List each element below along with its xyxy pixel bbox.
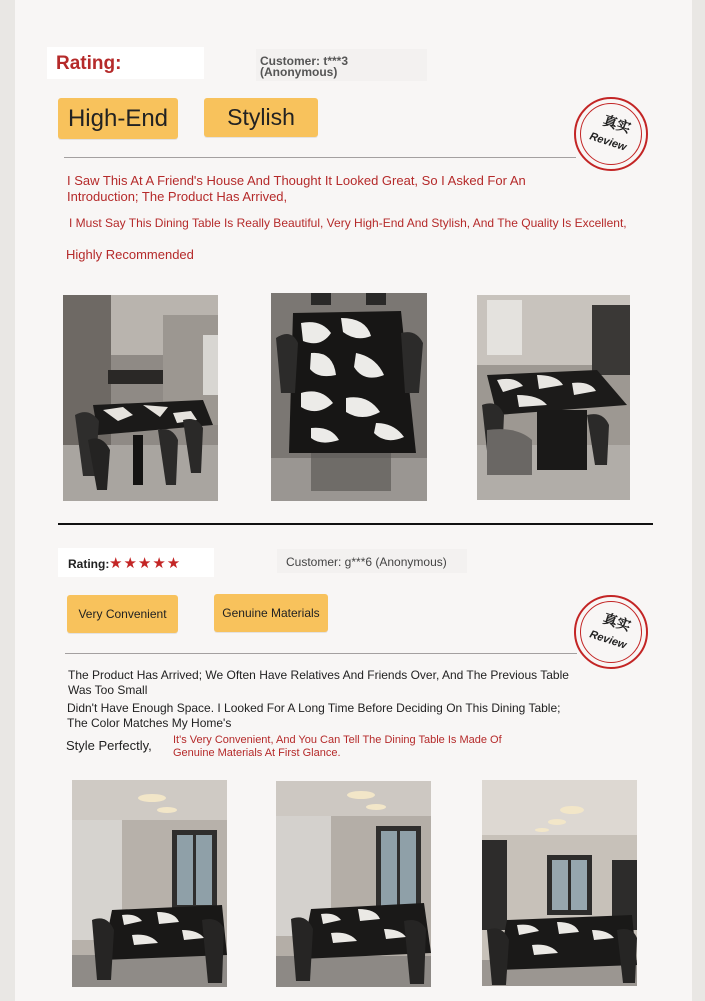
section-divider [58, 523, 653, 525]
review-photo-4[interactable] [72, 780, 227, 987]
rating-stars: ★★★★★ [109, 555, 182, 572]
customer-name: Customer: g***6 (Anonymous) [286, 555, 447, 569]
stamp-cn-text: 真实 [600, 611, 633, 635]
rating-box [58, 548, 214, 577]
review-text-2: Didn't Have Enough Space. I Looked For A Long Time Before Deciding On This Dining Table; The Color Matches My Home's [67, 701, 561, 730]
rating-label: Rating: [68, 557, 110, 571]
tag-genuine-materials: Genuine Materials [214, 594, 328, 632]
review-text-3: Highly Recommended [66, 247, 194, 262]
divider-line [64, 157, 576, 158]
customer-anonymous: (Anonymous) [260, 65, 338, 79]
review-photo-1[interactable] [63, 295, 218, 501]
stamp-en-text: Review [588, 628, 628, 652]
review-photo-2[interactable] [271, 293, 427, 501]
review-text-4: It's Very Convenient, And You Can Tell The Dining Table Is Made Of Genuine Materials At First Glance. [173, 734, 502, 759]
review-page [15, 0, 692, 1001]
review-photo-5[interactable] [276, 781, 431, 987]
review-photo-6[interactable] [482, 780, 637, 986]
tag-high-end: High-End [58, 98, 178, 139]
genuine-review-stamp [574, 595, 648, 669]
customer-name: Customer: t***3 [260, 54, 349, 68]
tag-very-convenient: Very Convenient [67, 595, 178, 633]
stamp-cn-text: 真实 [600, 113, 633, 137]
review-text-2: I Must Say This Dining Table Is Really Beautiful, Very High-End And Stylish, And The Quality Is Excellent, [69, 216, 627, 230]
customer-box [256, 49, 427, 81]
tag-stylish: Stylish [204, 98, 318, 137]
customer-box [277, 549, 467, 573]
review-text-1: The Product Has Arrived; We Often Have Relatives And Friends Over, And The Previous Table Was Too Small [68, 668, 569, 697]
genuine-review-stamp [574, 97, 648, 171]
review-photo-3[interactable] [477, 295, 630, 500]
stamp-en-text: Review [588, 130, 628, 154]
review-text-3: Style Perfectly, [66, 738, 152, 753]
rating-label: Rating: [56, 53, 122, 74]
divider-line [65, 653, 577, 654]
rating-box [47, 47, 204, 79]
review-text-1: I Saw This At A Friend's House And Thought It Looked Great, So I Asked For An Introduction; The Product Has Arrived, [67, 173, 526, 204]
